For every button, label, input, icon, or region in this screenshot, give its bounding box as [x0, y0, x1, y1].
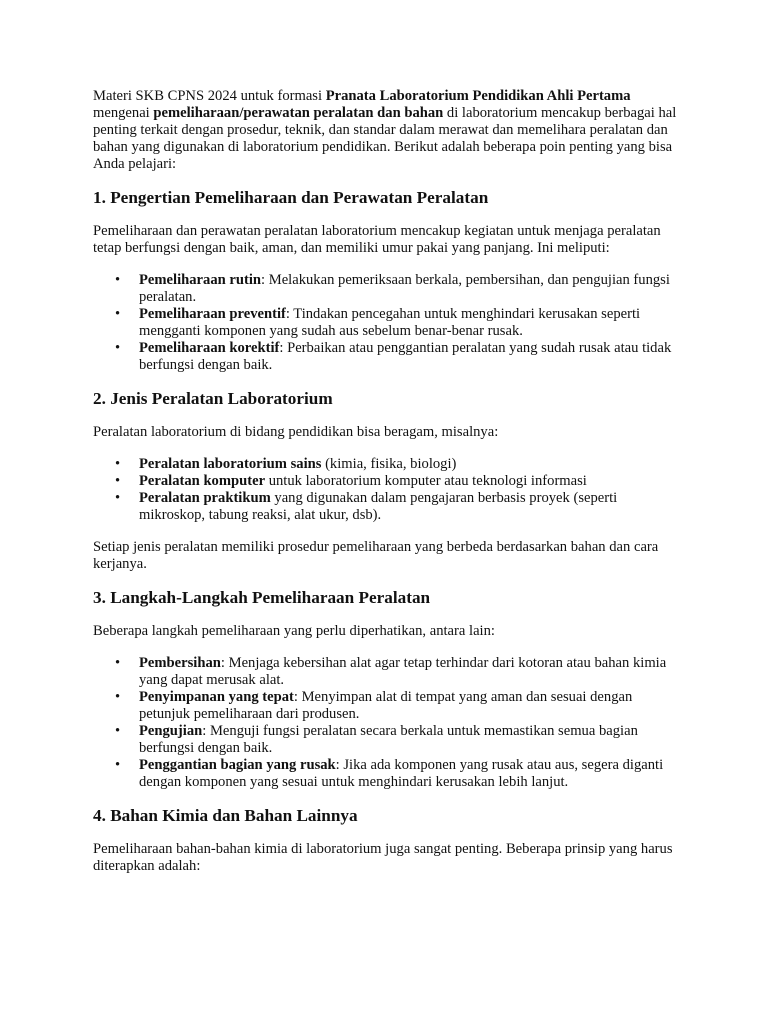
list-item-term: Pembersihan — [139, 655, 221, 671]
list-item-text: : Melakukan pemeriksaan berkala, pembersihan, dan pengujian fungsi peralatan. — [139, 272, 670, 305]
list-item-term: Pengujian — [139, 723, 203, 739]
list-item-text: : Perbaikan atau penggantian peralatan yang sudah rusak atau tidak berfungsi dengan baik. — [139, 340, 672, 373]
list-item — [139, 473, 678, 490]
list-item — [139, 757, 678, 791]
intro-text-1: Materi SKB CPNS 2024 untuk formasi — [93, 88, 326, 104]
section-2-closing-paragraph: Setiap jenis peralatan memiliki prosedur pemeliharaan yang berbeda berdasarkan bahan dan cara kerjanya. — [93, 539, 659, 572]
section-4-paragraph: Pemeliharaan bahan-bahan kimia di laboratorium juga sangat penting. Beberapa prinsip yang harus diterapkan adalah: — [93, 841, 673, 874]
list-item-term: Peralatan komputer — [139, 473, 266, 489]
list-item-term: Pemeliharaan rutin — [139, 272, 262, 288]
list-item-text: : Menjaga kebersihan alat agar tetap terhindar dari kotoran atau bahan kimia yang dapat merusak alat. — [139, 655, 667, 688]
list-item — [139, 655, 678, 689]
list-item — [139, 272, 678, 306]
list-item — [139, 340, 678, 374]
list-item — [139, 723, 678, 757]
list-item-term: Pemeliharaan korektif — [139, 340, 280, 356]
section-1-paragraph: Pemeliharaan dan perawatan peralatan laboratorium mencakup kegiatan untuk menjaga peralatan tetap berfungsi dengan baik, aman, dan memiliki umur pakai yang panjang. Ini meliputi: — [93, 223, 661, 256]
section-2-heading: 2. Jenis Peralatan Laboratorium — [93, 389, 333, 408]
section-1-list — [93, 272, 678, 374]
list-item-text: : Menyimpan alat di tempat yang aman dan sesuai dengan petunjuk pemeliharaan dari produsen. — [139, 689, 633, 722]
section-2-list — [93, 456, 678, 524]
list-item-term: Pemeliharaan preventif — [139, 306, 286, 322]
list-item — [139, 456, 678, 473]
list-item-term: Peralatan laboratorium sains — [139, 456, 322, 472]
list-item — [139, 490, 678, 524]
list-item-term: Penggantian bagian yang rusak — [139, 757, 336, 773]
list-item-text: : Menguji fungsi peralatan secara berkala untuk memastikan semua bagian berfungsi dengan baik. — [139, 723, 638, 756]
list-item-term: Peralatan praktikum — [139, 490, 271, 506]
list-item-text: : Tindakan pencegahan untuk menghindari kerusakan seperti mengganti komponen yang sudah aus sebelum benar-benar rusak. — [139, 306, 641, 339]
intro-text-3: di laboratorium mencakup berbagai hal penting terkait dengan prosedur, teknik, dan standar dalam merawat dan memelihara peralatan dan bahan yang digunakan di laboratorium pendidikan. Berikut adalah beberapa poin penting yang bisa Anda pelajari: — [93, 105, 677, 172]
section-3-paragraph: Beberapa langkah pemeliharaan yang perlu diperhatikan, antara lain: — [93, 623, 495, 639]
section-2-paragraph: Peralatan laboratorium di bidang pendidikan bisa beragam, misalnya: — [93, 424, 499, 440]
list-item — [139, 689, 678, 723]
section-1-heading: 1. Pengertian Pemeliharaan dan Perawatan Peralatan — [93, 188, 489, 207]
document-page — [93, 88, 678, 890]
list-item-text: untuk laboratorium komputer atau teknologi informasi — [265, 473, 587, 489]
list-item — [139, 306, 678, 340]
section-3-list — [93, 655, 678, 791]
intro-bold-topic: pemeliharaan/perawatan peralatan dan bahan — [153, 105, 444, 121]
section-3-heading: 3. Langkah-Langkah Pemeliharaan Peralatan — [93, 588, 431, 607]
intro-paragraph — [93, 88, 678, 173]
intro-bold-formation: Pranata Laboratorium Pendidikan Ahli Pertama — [325, 88, 631, 104]
section-4-heading: 4. Bahan Kimia dan Bahan Lainnya — [93, 806, 358, 825]
list-item-text: yang digunakan dalam pengajaran berbasis proyek (seperti mikroskop, tabung reaksi, alat ukur, dsb). — [139, 490, 618, 523]
list-item-text: (kimia, fisika, biologi) — [321, 456, 457, 472]
list-item-text: : Jika ada komponen yang rusak atau aus, segera diganti dengan komponen yang sesuai untuk menghindari kerusakan lebih lanjut. — [139, 757, 664, 790]
intro-text-2: mengenai — [93, 105, 154, 121]
list-item-term: Penyimpanan yang tepat — [139, 689, 294, 705]
